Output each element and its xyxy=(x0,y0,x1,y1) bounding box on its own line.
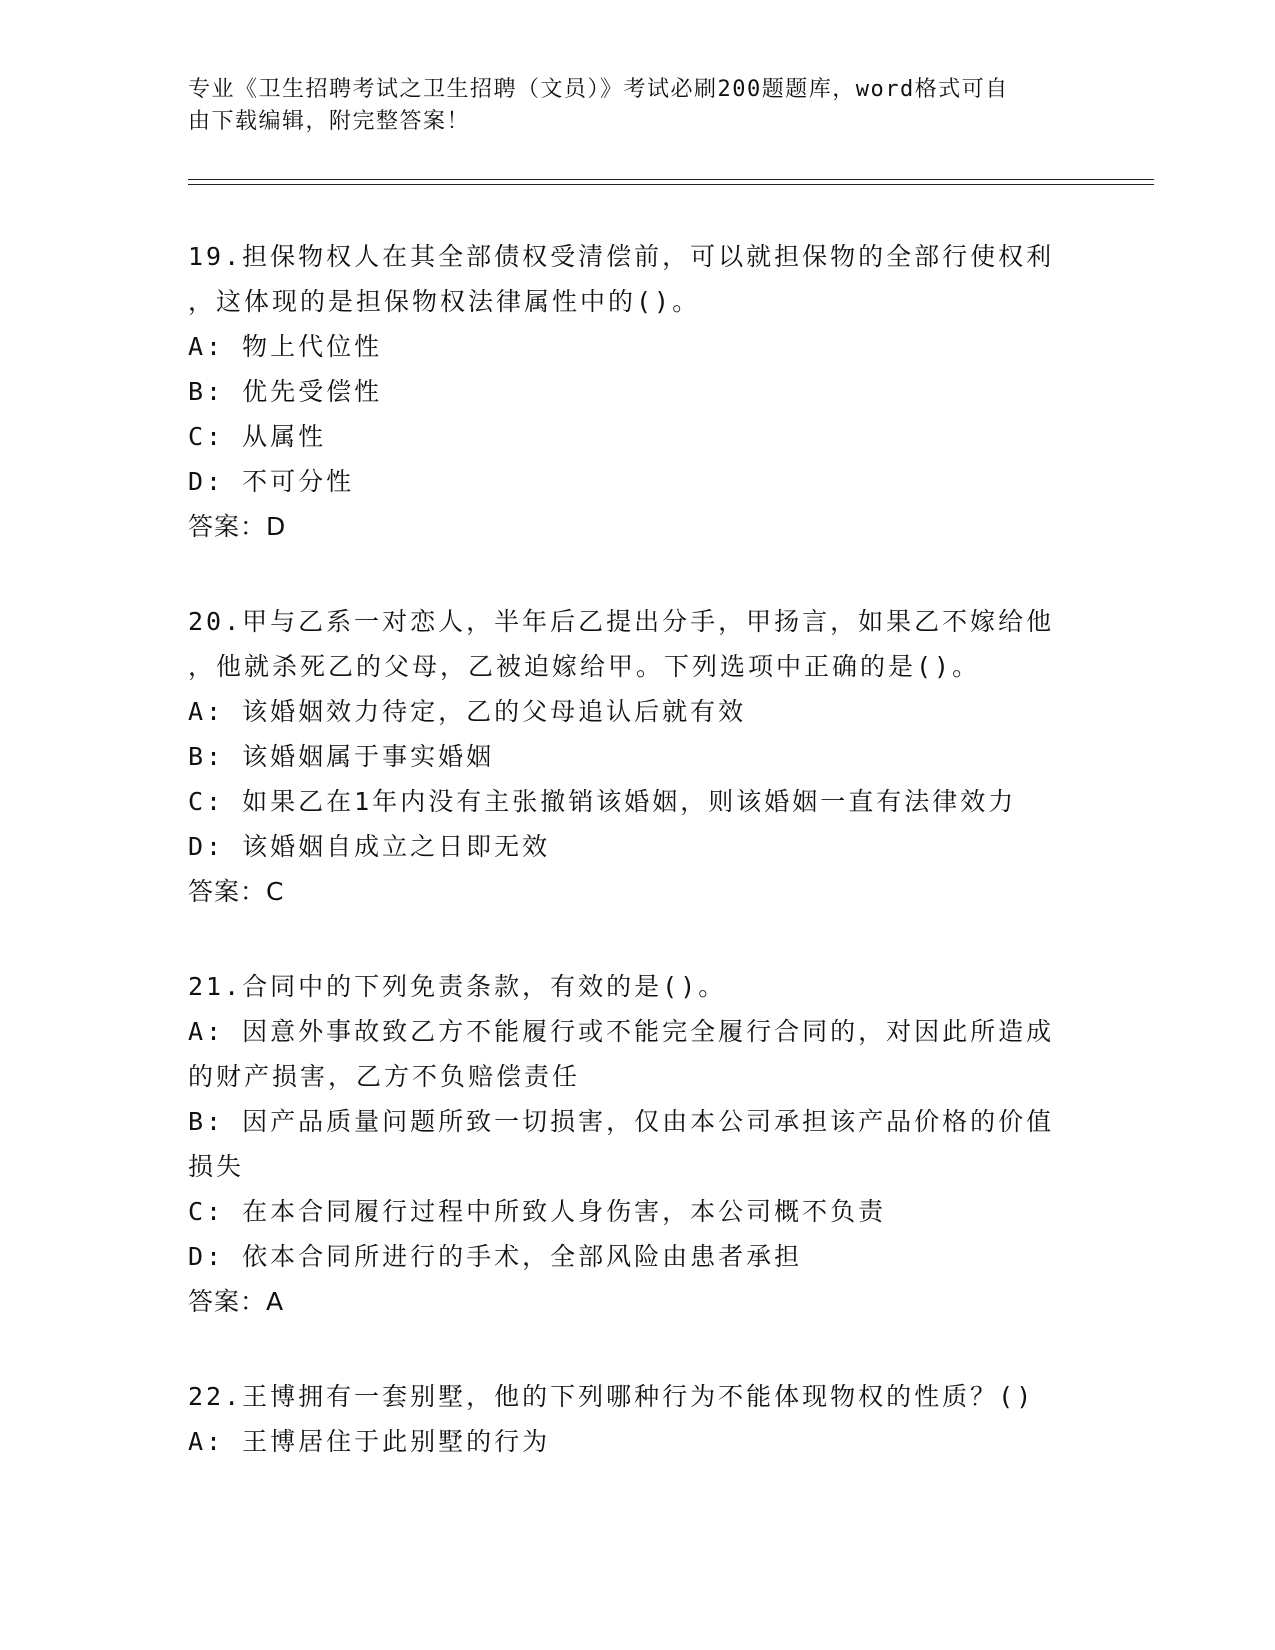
question-stem: 22.王博拥有一套别墅，他的下列哪种行为不能体现物权的性质？() xyxy=(188,1382,1035,1411)
option-c: C: 从属性 xyxy=(188,422,327,451)
option-b: B: 因产品质量问题所致一切损害，仅由本公司承担该产品价格的价值 xyxy=(188,1107,1055,1136)
option-a: A: 王博居住于此别墅的行为 xyxy=(188,1427,551,1456)
option-a: A: 因意外事故致乙方不能履行或不能完全履行合同的，对因此所造成 xyxy=(188,1017,1055,1046)
answer: 答案：A xyxy=(188,1287,285,1316)
answer: 答案：D xyxy=(188,512,287,541)
question-stem: ，他就杀死乙的父母，乙被迫嫁给甲。下列选项中正确的是()。 xyxy=(188,652,981,681)
question-19 xyxy=(188,234,1088,549)
option-b: B: 该婚姻属于事实婚姻 xyxy=(188,742,495,771)
answer: 答案：C xyxy=(188,877,285,906)
question-22 xyxy=(188,1374,1088,1464)
option-b: B: 优先受偿性 xyxy=(188,377,383,406)
question-20 xyxy=(188,599,1088,914)
question-21 xyxy=(188,964,1088,1324)
header-divider xyxy=(188,179,1154,180)
question-stem: 19.担保物权人在其全部债权受清偿前，可以就担保物的全部行使权利 xyxy=(188,242,1055,271)
option-b-continued: 损失 xyxy=(188,1152,245,1181)
question-stem: 21.合同中的下列免责条款，有效的是()。 xyxy=(188,972,727,1001)
header-divider xyxy=(188,184,1154,185)
header-line: 由下载编辑，附完整答案！ xyxy=(188,109,471,134)
question-stem: ，这体现的是担保物权法律属性中的()。 xyxy=(188,287,701,316)
option-c: C: 在本合同履行过程中所致人身伤害，本公司概不负责 xyxy=(188,1197,887,1226)
option-d: D: 依本合同所进行的手术，全部风险由患者承担 xyxy=(188,1242,803,1271)
question-stem: 20.甲与乙系一对恋人，半年后乙提出分手，甲扬言，如果乙不嫁给他 xyxy=(188,607,1055,636)
option-a-continued: 的财产损害，乙方不负赔偿责任 xyxy=(188,1062,581,1091)
option-a: A: 物上代位性 xyxy=(188,332,383,361)
document-header xyxy=(188,74,1088,138)
option-d: D: 不可分性 xyxy=(188,467,355,496)
option-c: C: 如果乙在1年内没有主张撤销该婚姻，则该婚姻一直有法律效力 xyxy=(188,787,1017,816)
option-a: A: 该婚姻效力待定，乙的父母追认后就有效 xyxy=(188,697,747,726)
option-d: D: 该婚姻自成立之日即无效 xyxy=(188,832,551,861)
header-line: 专业《卫生招聘考试之卫生招聘（文员）》考试必刷200题题库，word格式可自 xyxy=(188,77,1009,102)
